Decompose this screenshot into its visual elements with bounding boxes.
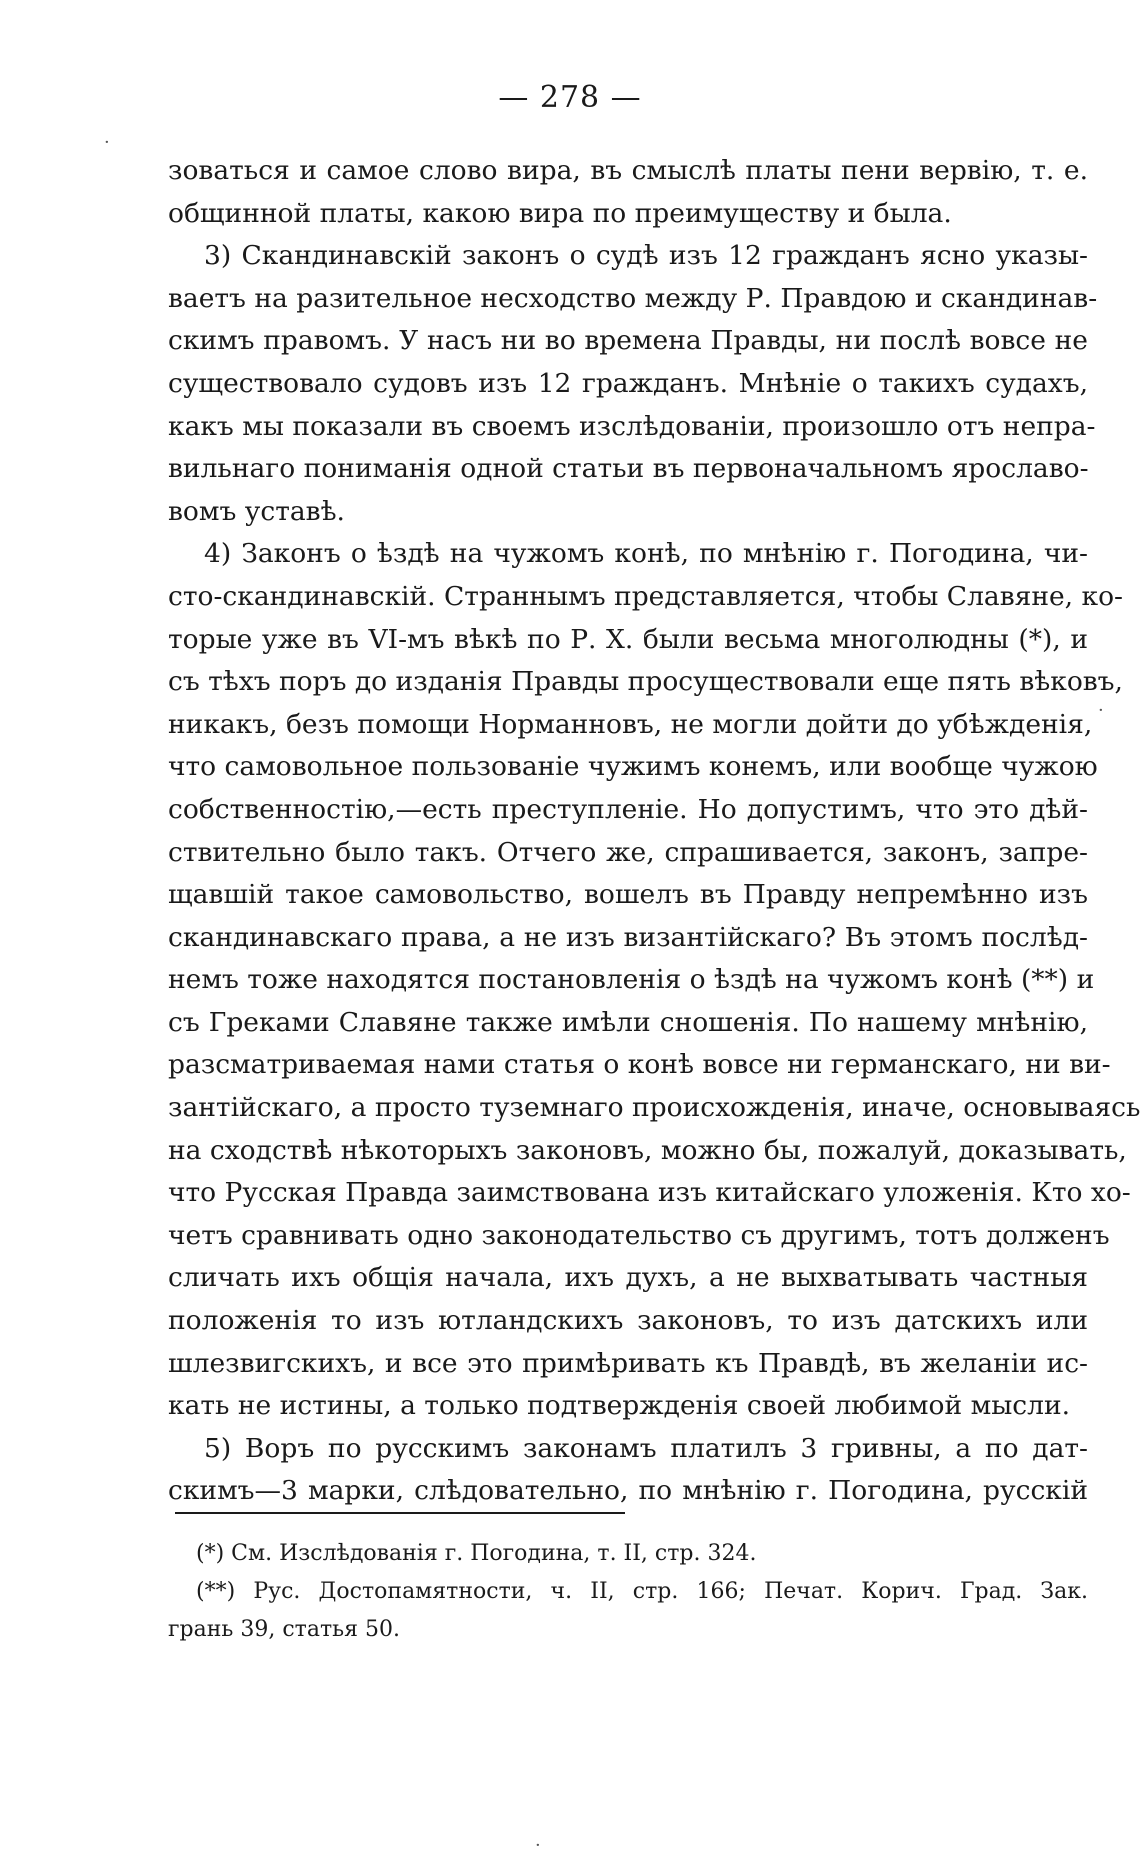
text-line: немъ тоже находятся постановленія о ѣздѣ на чужомъ конѣ (**) и bbox=[168, 964, 1095, 996]
margin-speck: · bbox=[535, 1835, 541, 1856]
text-line: сто-скандинавскій. Страннымъ представляется, чтобы Славяне, ко- bbox=[168, 580, 1123, 612]
body-text bbox=[168, 150, 1140, 1513]
text-line: 5) Воръ по русскимъ законамъ платилъ 3 гривны, а по дат- bbox=[204, 1432, 1088, 1464]
text-line: торые уже въ VI-мъ вѣкѣ по Р. Х. были весьма многолюдны (*), и bbox=[168, 623, 1088, 655]
footnote-line: (*) См. Изслѣдованія г. Погодина, т. II, стр. 324. bbox=[196, 1541, 757, 1566]
text-line: ствительно было такъ. Отчего же, спрашивается, законъ, запре- bbox=[168, 836, 1088, 868]
text-line: ваетъ на разительное несходство между Р. Правдою и скандинав- bbox=[168, 282, 1098, 314]
footnote-line: грань 39, статья 50. bbox=[168, 1617, 400, 1642]
text-line: никакъ, безъ помощи Норманновъ, не могли дойти до убѣжденія, bbox=[168, 708, 1093, 740]
text-line: кать не истины, а только подтвержденія своей любимой мысли. bbox=[168, 1390, 1071, 1422]
text-line: съ Греками Славяне также имѣли сношенія. По нашему мнѣнію, bbox=[168, 1006, 1088, 1038]
text-line: скимъ правомъ. У насъ ни во времена Правды, ни послѣ вовсе не bbox=[168, 325, 1088, 357]
text-line: какъ мы показали въ своемъ изслѣдованіи, произошло отъ непра- bbox=[168, 410, 1096, 442]
text-line: разсматриваемая нами статья о конѣ вовсе ни германскаго, ни ви- bbox=[168, 1049, 1111, 1081]
footnote-line: (**) Рус. Достопамятности, ч. II, стр. 166; Печат. Корич. Град. Зак. bbox=[196, 1579, 1088, 1604]
text-line: что Русская Правда заимствована изъ китайскаго уложенія. Кто хо- bbox=[168, 1177, 1131, 1209]
page-number: — 278 — bbox=[498, 80, 642, 115]
text-line: 3) Скандинавскій законъ о судѣ изъ 12 гражданъ ясно указы- bbox=[204, 240, 1088, 272]
text-line: положенія то изъ ютландскихъ законовъ, то изъ датскихъ или bbox=[168, 1305, 1088, 1337]
text-line: скимъ—3 марки, слѣдовательно, по мнѣнію г. Погодина, русскій bbox=[168, 1475, 1088, 1507]
text-line: вильнаго пониманія одной статьи въ первоначальномъ ярославо- bbox=[168, 453, 1089, 485]
text-line: шлезвигскихъ, и все это примѣривать къ Правдѣ, въ желаніи ис- bbox=[168, 1347, 1088, 1379]
text-line: существовало судовъ изъ 12 гражданъ. Мнѣніе о такихъ судахъ, bbox=[168, 367, 1088, 399]
footnotes bbox=[168, 1535, 1088, 1649]
margin-speck: · bbox=[104, 132, 110, 153]
text-line: скандинавскаго права, а не изъ византійскаго? Въ этомъ послѣд- bbox=[168, 921, 1088, 953]
text-line: съ тѣхъ поръ до изданія Правды просуществовали еще пять вѣковъ, bbox=[168, 666, 1123, 698]
text-line: щавшій такое самовольство, вошелъ въ Правду непремѣнно изъ bbox=[168, 879, 1088, 911]
text-line: собственностію,—есть преступленіе. Но допустимъ, что это дѣй- bbox=[168, 793, 1088, 825]
margin-speck: · bbox=[1098, 700, 1104, 721]
footnote-separator bbox=[175, 1512, 625, 1514]
text-line: сличать ихъ общія начала, ихъ духъ, а не выхватывать частныя bbox=[168, 1262, 1088, 1294]
text-line: зантійскаго, а просто туземнаго происхожденія, иначе, основываясь bbox=[168, 1092, 1140, 1124]
text-line: что самовольное пользованіе чужимъ конемъ, или вообще чужою bbox=[168, 751, 1098, 783]
text-line: зоваться и самое слово вира, въ смыслѣ платы пени вервію, т. е. bbox=[168, 155, 1088, 186]
text-line: вомъ уставѣ. bbox=[168, 495, 345, 527]
text-line: общинной платы, какою вира по преимуществу и была. bbox=[168, 197, 952, 229]
text-line: 4) Законъ о ѣздѣ на чужомъ конѣ, по мнѣнію г. Погодина, чи- bbox=[204, 538, 1088, 570]
text-line: на сходствѣ нѣкоторыхъ законовъ, можно бы, пожалуй, доказывать, bbox=[168, 1134, 1127, 1166]
text-line: четъ сравнивать одно законодательство съ другимъ, тотъ долженъ bbox=[168, 1219, 1110, 1251]
